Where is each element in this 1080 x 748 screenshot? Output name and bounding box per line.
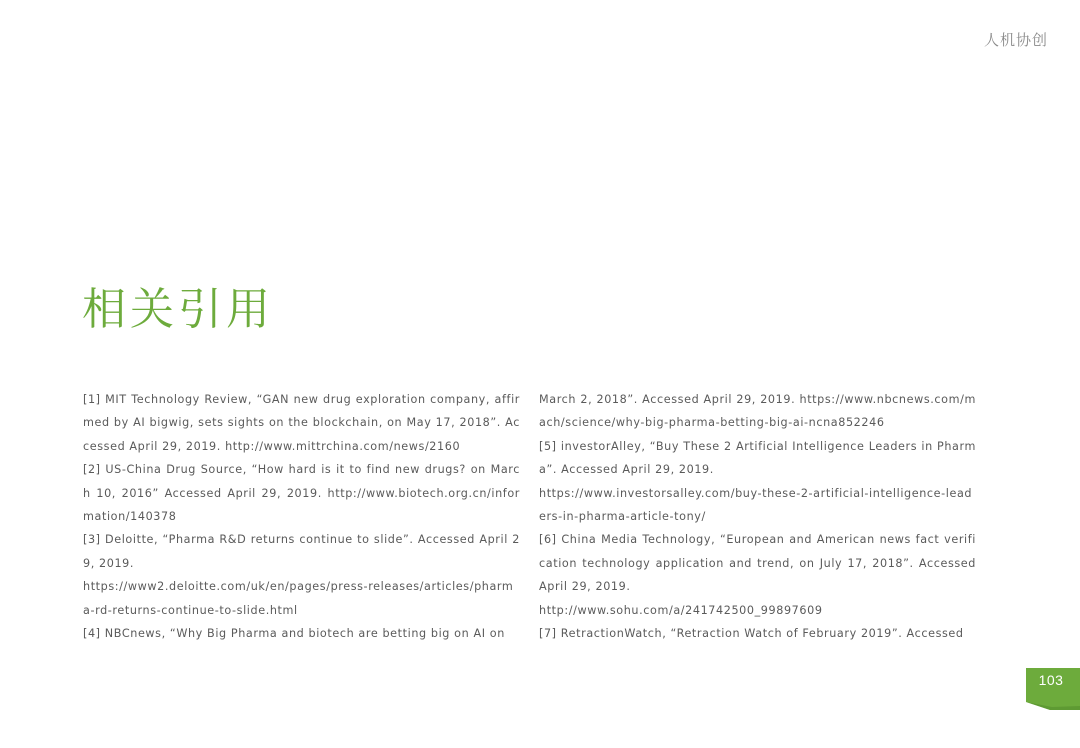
reference-entry-4-continued: March 2, 2018”. Accessed April 29, 2019. https://www.nbcnews.com/mach/science/why-big-pharma-betting-big-ai-ncna852246 — [539, 393, 976, 430]
reference-entry-6: [6] China Media Technology, “European and American news fact verification technology application and trend, on July 17, 2018”. Accessed April 29, 2019. — [539, 533, 976, 594]
reference-entry-5: [5] investorAlley, “Buy These 2 Artificial Intelligence Leaders in Pharma”. Accessed April 29, 2019. — [539, 439, 976, 477]
section-title: 相关引用 — [82, 284, 274, 335]
reference-entry-3: [3] Deloitte, “Pharma R&D returns continue to slide”. Accessed April 29, 2019. — [83, 533, 520, 570]
reference-entry-4: [4] NBCnews, “Why Big Pharma and biotech are betting big on AI on — [83, 627, 505, 641]
header-label: 人机协创 — [983, 31, 1048, 49]
reference-entry-7: [7] RetractionWatch, “Retraction Watch of February 2019”. Accessed — [539, 627, 964, 641]
reference-entry-2: [2] US-China Drug Source, “How hard is it to find new drugs? on March 10, 2016” Accessed April 29, 2019. http://www.biotech.org.cn/information/140378 — [83, 463, 520, 524]
reference-entry-5-url: https://www.investorsalley.com/buy-these-2-artificial-intelligence-leaders-in-pharma-article-tony/ — [539, 486, 973, 524]
reference-entry-6-url: http://www.sohu.com/a/241742500_99897609 — [539, 603, 823, 617]
references-column-left — [83, 388, 520, 645]
reference-entry-1: [1] MIT Technology Review, “GAN new drug exploration company, affirmed by AI bigwig, sets sights on the blockchain, on May 17, 2018”. Accessed April 29, 2019. http://www.mittrchina.com/news/2160 — [83, 393, 520, 453]
reference-entry-3-url: https://www2.deloitte.com/uk/en/pages/press-releases/articles/pharma-rd-returns-continue-to-slide.html — [83, 580, 514, 617]
page-number: 103 — [1038, 672, 1064, 688]
references-column-right — [539, 388, 976, 645]
